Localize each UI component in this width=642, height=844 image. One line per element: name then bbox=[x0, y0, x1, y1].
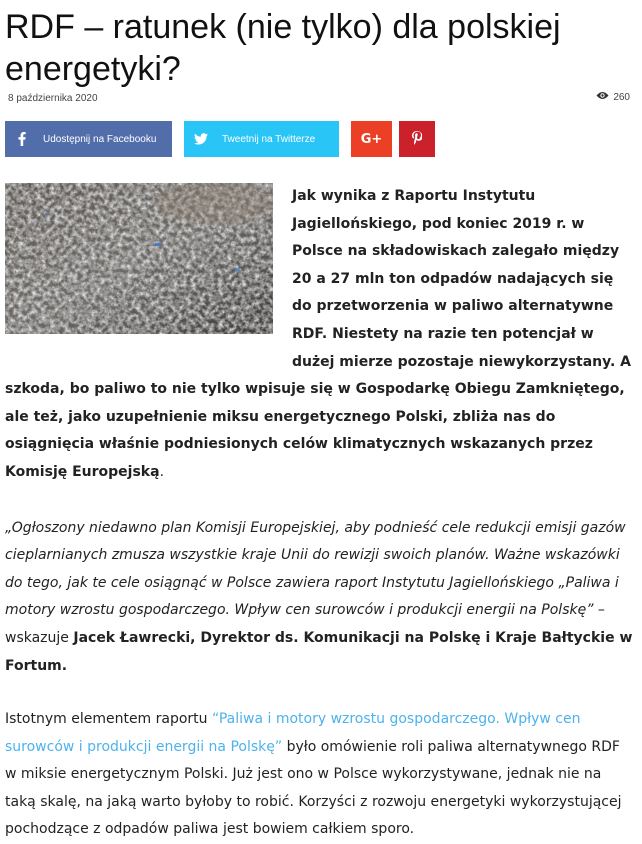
quote-author: Jacek Ławrecki, Dyrektor ds. Komunikacji na Polskę i Kraje Bałtyckie w Fortum. bbox=[5, 629, 633, 674]
share-twitter-label: Tweetnij na Twitterze bbox=[222, 133, 316, 145]
article-paragraph bbox=[5, 706, 635, 844]
pinterest-icon bbox=[412, 131, 422, 148]
intro-end: . bbox=[159, 463, 165, 480]
google-plus-icon: G+ bbox=[360, 131, 383, 147]
intro-text: Jak wynika z Raportu Instytutu Jagiellońskiego, pod koniec 2019 r. w Polsce na składowiskach zalegało między 20 a 27 mln ton odpadów nadających się do przetworzenia w paliwo alternatywne RDF. Niestety na razie ten potencjał w dużej mierze pozostaje niewykorzystany. A szkoda, bo paliwo to nie tylko wpisuje się w Gospodarkę Obiegu Zamkniętego, ale też, jako uzupełnienie miksu energetycznego Polski, zbliża nas do osiągnięcia właśnie podniesionych celów klimatycznych wskazanych przez Komisję Europejską bbox=[5, 188, 632, 480]
share-facebook-button[interactable] bbox=[5, 121, 172, 157]
share-googleplus-button[interactable] bbox=[351, 121, 392, 157]
share-twitter-button[interactable] bbox=[184, 121, 339, 157]
eye-icon bbox=[596, 91, 609, 103]
quote-text: „Ogłoszony niedawno plan Komisji Europejskiej, aby podnieść cele redukcji emisji gazów cieplarnianych zmusza wszystkie kraje Unii do rewizji swoich planów. Ważne wskazówki do tego, jak te cele osiągnąć w Polsce zawiera raport Instytutu Jagiellońskiego „Paliwa i motory wzrostu gospodarczego. Wpływ cen surowców i produkcji energii na Polskę” bbox=[5, 519, 626, 619]
view-count: 260 bbox=[613, 91, 630, 103]
share-pinterest-button[interactable] bbox=[399, 121, 435, 157]
article-body bbox=[5, 183, 635, 844]
share-facebook-label: Udostępnij na Facebooku bbox=[43, 133, 157, 145]
facebook-icon bbox=[5, 132, 39, 146]
view-counter bbox=[596, 91, 630, 103]
quote-dash: – wskazuje bbox=[5, 602, 605, 646]
publish-date: 8 października 2020 bbox=[8, 93, 98, 104]
article-quote bbox=[5, 515, 635, 681]
twitter-icon bbox=[184, 133, 218, 145]
report-link[interactable]: “Paliwa i motory wzrostu gospodarczego. Wpływ cen surowców i produkcji energii na Polskę” bbox=[5, 711, 581, 755]
paragraph-start: Istotnym elementem raportu bbox=[5, 711, 212, 728]
article-title: RDF – ratunek (nie tylko) dla polskiej energetyki? bbox=[5, 8, 561, 88]
paragraph-end: było omówienie roli paliwa alternatywnego RDF w miksie energetycznym Polski. Już jest ono w Polsce wykorzystywane, jednak nie na taką skalę, na jaką warto byłoby to robić. Korzyści z rozwoju energetyki wykorzystującej pochodzące z odpadów paliwa jest bowiem całkiem sporo. bbox=[5, 738, 622, 838]
